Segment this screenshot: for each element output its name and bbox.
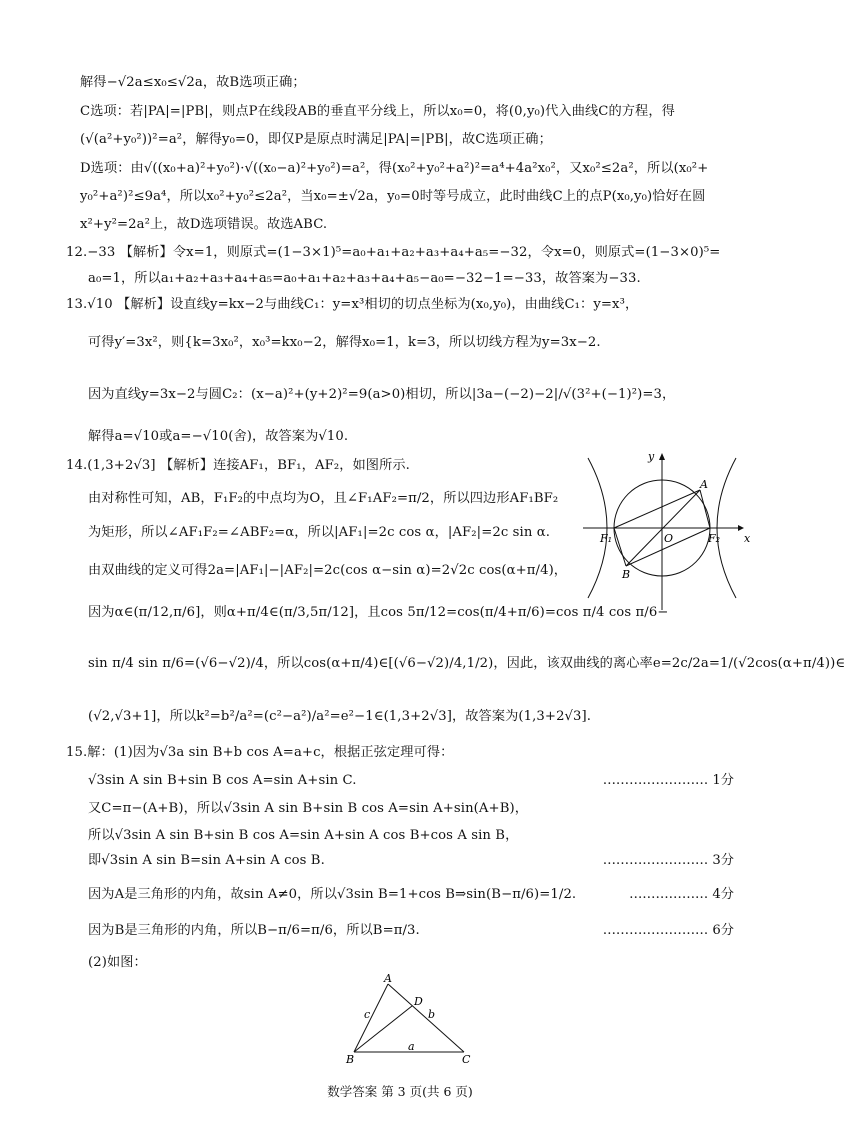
triangle-figure	[340, 972, 480, 1064]
x-arrow-icon	[738, 525, 744, 531]
side-ab	[354, 984, 388, 1052]
point-b-label: B	[622, 568, 631, 581]
point-f2-label: F₂	[708, 532, 721, 545]
vertex-c-label: C	[462, 1053, 471, 1066]
text-line: x²+y²=2a²上，故D选项错误。故选ABC.	[80, 217, 328, 232]
q15-line: √3sin A sin B+sin B cos A=sin A+sin C.	[88, 773, 357, 788]
text-line: y₀²+a²)²≤9a⁴，所以x₀²+y₀²≤2a²，当x₀=±√2a，y₀=0时等号成立，此时曲线C上的点P(x₀,y₀)恰好在圆	[80, 189, 706, 204]
score-6: …………………… 6分	[602, 923, 734, 938]
q13-line: 因为直线y=3x−2与圆C₂：(x−a)²+(y+2)²=9(a>0)相切，所以|3a−(−2)−2|/√(3²+(−1)²)=3，	[88, 387, 676, 402]
q12-line: 12.−33 【解析】令x=1，则原式=(1−3×1)⁵=a₀+a₁+a₂+a₃+a₄+a₅=−32，令x=0，则原式=(1−3×0)⁵=	[66, 245, 721, 260]
text-line: 解得−√2a≤x₀≤√2a，故B选项正确；	[80, 75, 306, 90]
score-1: …………………… 1分	[602, 773, 734, 788]
q15-line: 即√3sin A sin B=sin A+sin A cos B.	[88, 853, 325, 868]
text-line: (√(a²+y₀²))²=a²，解得y₀=0，即仅P是原点时满足|PA|=|PB|，故C选项正确；	[80, 132, 552, 147]
q15-line: 因为B是三角形的内角，所以B−π/6=π/6，所以B=π/3.	[88, 923, 420, 938]
text-line: C选项：若|PA|=|PB|，则点P在线段AB的垂直平分线上，所以x₀=0，将(0,y₀)代入曲线C的方程，得	[80, 104, 675, 119]
side-c-label: c	[364, 1008, 371, 1021]
q14-line: (√2,√3+1]，所以k²=b²/a²=(c²−a²)/a²=e²−1∈(1,3+2√3]，故答案为(1,3+2√3].	[88, 709, 592, 724]
q15-line: (2)如图：	[88, 955, 147, 970]
y-arrow-icon	[659, 453, 665, 460]
page-footer: 数学答案 第 3 页(共 6 页)	[327, 1084, 473, 1099]
side-ac	[388, 984, 464, 1052]
y-axis-label: y	[648, 450, 655, 463]
x-axis-label: x	[744, 532, 751, 545]
q14-line: 由双曲线的定义可得2a=|AF₁|−|AF₂|=2c(cos α−sin α)=2√2c cos(α+π/4)，	[88, 563, 568, 578]
q13-line: 解得a=√10或a=−√10(舍)，故答案为√10.	[88, 429, 349, 444]
q14-line: 为矩形，所以∠AF₁F₂=∠ABF₂=α，所以|AF₁|=2c cos α，|AF₂|=2c sin α.	[88, 525, 551, 540]
side-b-label: b	[428, 1008, 436, 1021]
segment-bf1	[614, 528, 626, 566]
q15-line: 所以√3sin A sin B+sin B cos A=sin A+sin A cos B+cos A sin B，	[88, 828, 519, 843]
q14-line: 因为α∈(π/12,π/6]，则α+π/4∈(π/3,5π/12]，且cos 5π/12=cos(π/4+π/6)=cos π/4 cos π/6−	[88, 605, 669, 620]
q13-line: 13.√10 【解析】设直线y=kx−2与曲线C₁：y=x³相切的切点坐标为(x₀,y₀)，由曲线C₁：y=x³，	[66, 297, 639, 312]
text-line: D选项：由√((x₀+a)²+y₀²)·√((x₀−a)²+y₀²)=a²，得(x₀²+y₀²+a²)²=a⁴+4a²x₀²，又x₀²≤2a²，所以(x₀²+	[80, 161, 709, 176]
point-d-label: D	[414, 995, 423, 1008]
q15-line: 15.解：(1)因为√3a sin B+b cos A=a+c，根据正弦定理可得：	[66, 745, 454, 760]
q14-line: 14.(1,3+2√3] 【解析】连接AF₁，BF₁，AF₂，如图所示.	[66, 458, 410, 473]
q14-line: sin π/4 sin π/6=(√6−√2)/4，所以cos(α+π/4)∈[(√6−√2)/4,1/2)，因此，该双曲线的离心率e=2c/2a=1/(√2cos(α+π/4))∈	[88, 656, 845, 671]
score-4: ……………… 4分	[629, 887, 734, 902]
segment-bd	[354, 1006, 412, 1052]
side-a-label: a	[408, 1040, 415, 1053]
segment-af2	[700, 490, 710, 528]
q15-line: 又C=π−(A+B)，所以√3sin A sin B+sin B cos A=sin A+sin(A+B)，	[88, 801, 529, 816]
vertex-a-label: A	[384, 972, 392, 985]
q15-line: 因为A是三角形的内角，故sin A≠0，所以√3sin B=1+cos B⇒sin(B−π/6)=1/2.	[88, 887, 577, 902]
q12-line: a₀=1，所以a₁+a₂+a₃+a₄+a₅=a₀+a₁+a₂+a₃+a₄+a₅−a₀=−32−1=−33，故答案为−33.	[88, 271, 641, 286]
hyperbola-figure	[578, 448, 751, 618]
point-a-label: A	[700, 478, 708, 491]
vertex-b-label: B	[346, 1053, 355, 1066]
point-f1-label: F₁	[600, 532, 613, 545]
q13-line: 可得y′=3x²，则{k=3x₀²，x₀³=kx₀−2，解得x₀=1，k=3，所以切线方程为y=3x−2.	[88, 335, 601, 350]
point-o-label: O	[664, 532, 674, 545]
score-3: …………………… 3分	[602, 853, 734, 868]
q14-line: 由对称性可知，AB，F₁F₂的中点均为O，且∠F₁AF₂=π/2，所以四边形AF₁BF₂	[88, 491, 559, 506]
